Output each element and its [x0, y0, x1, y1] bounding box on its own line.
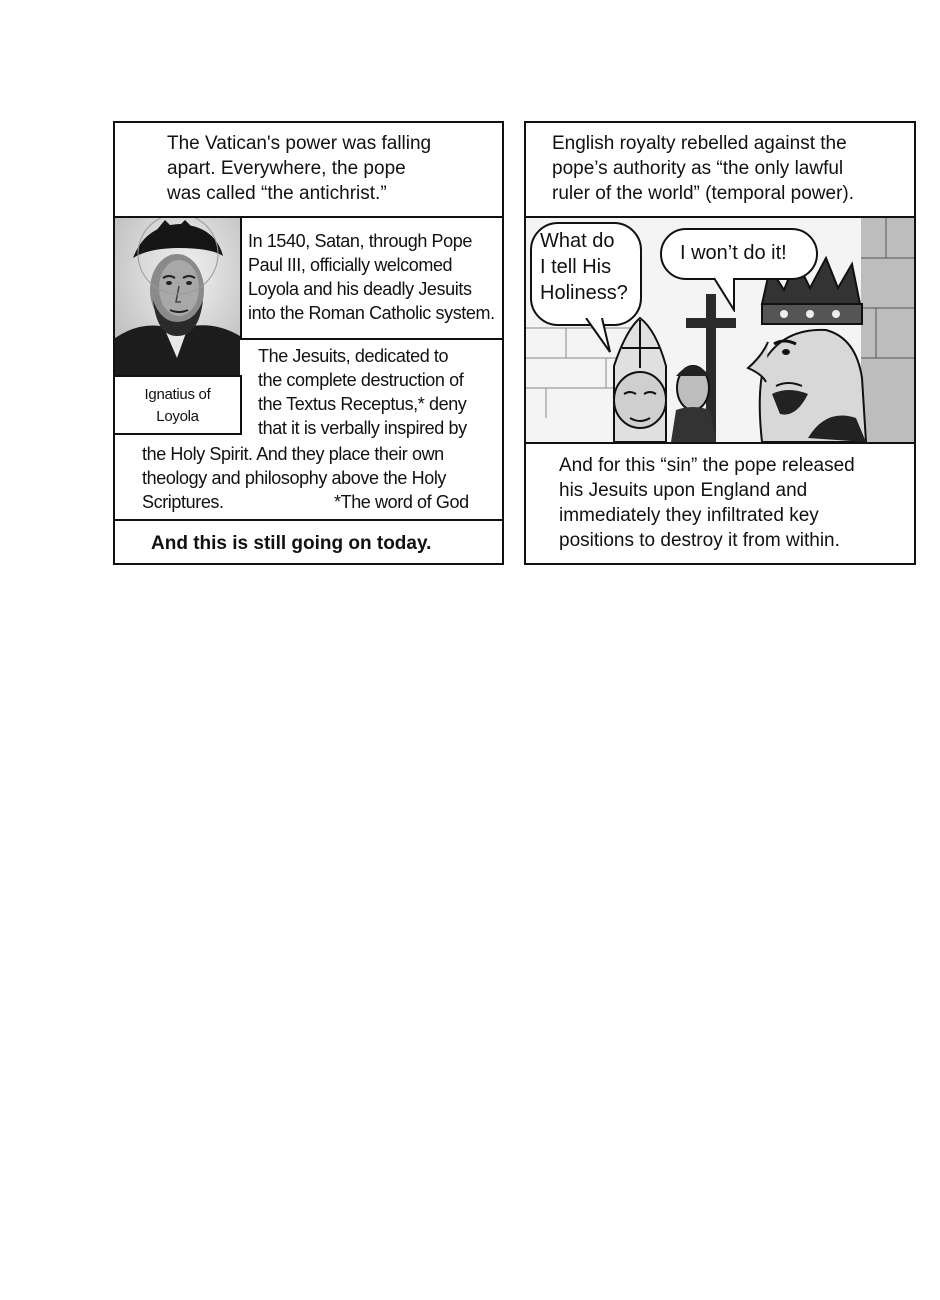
divider — [526, 442, 914, 444]
sin-caption: And for this “sin” the pope released his Jesuits upon England and immediately they infiltrated key positions to destroy it from within. — [559, 455, 855, 551]
right-comic-panel — [524, 121, 916, 565]
jesuits-caption-bottom: the Holy Spirit. And they place their own theology and philosophy above the Holy Scriptures. — [142, 444, 447, 512]
1540-caption: In 1540, Satan, through Pope Paul III, officially welcomed Loyola and his deadly Jesuits into the Roman Catholic system. — [248, 231, 495, 323]
divider — [240, 218, 242, 340]
bubble-tail — [584, 318, 614, 354]
speech-bubble-text-left: What do I tell His Holiness? — [540, 230, 628, 304]
english-royalty-caption: English royalty rebelled against the pope’s authority as “the only lawful ruler of the world” (temporal power). — [552, 133, 854, 204]
divider — [240, 375, 242, 435]
portrait-caption: Ignatius of Loyola — [144, 386, 211, 425]
bubble-tail — [712, 276, 746, 312]
left-comic-panel — [113, 121, 504, 565]
divider — [115, 433, 242, 435]
divider — [240, 338, 502, 340]
footnote: *The word of God — [334, 492, 469, 512]
jesuits-caption-top: The Jesuits, dedicated to the complete destruction of the Textus Receptus,* deny that it is verbally inspired by — [258, 346, 467, 438]
king-and-bishop-illustration — [526, 218, 914, 442]
speech-bubble-text-right: I won’t do it! — [680, 242, 787, 264]
loyola-portrait — [115, 218, 240, 375]
still-going-caption: And this is still going on today. — [151, 533, 432, 554]
vatican-power-caption: The Vatican's power was falling apart. Everywhere, the pope was called “the antichrist.” — [167, 133, 432, 204]
divider — [115, 519, 502, 521]
divider — [115, 375, 242, 377]
